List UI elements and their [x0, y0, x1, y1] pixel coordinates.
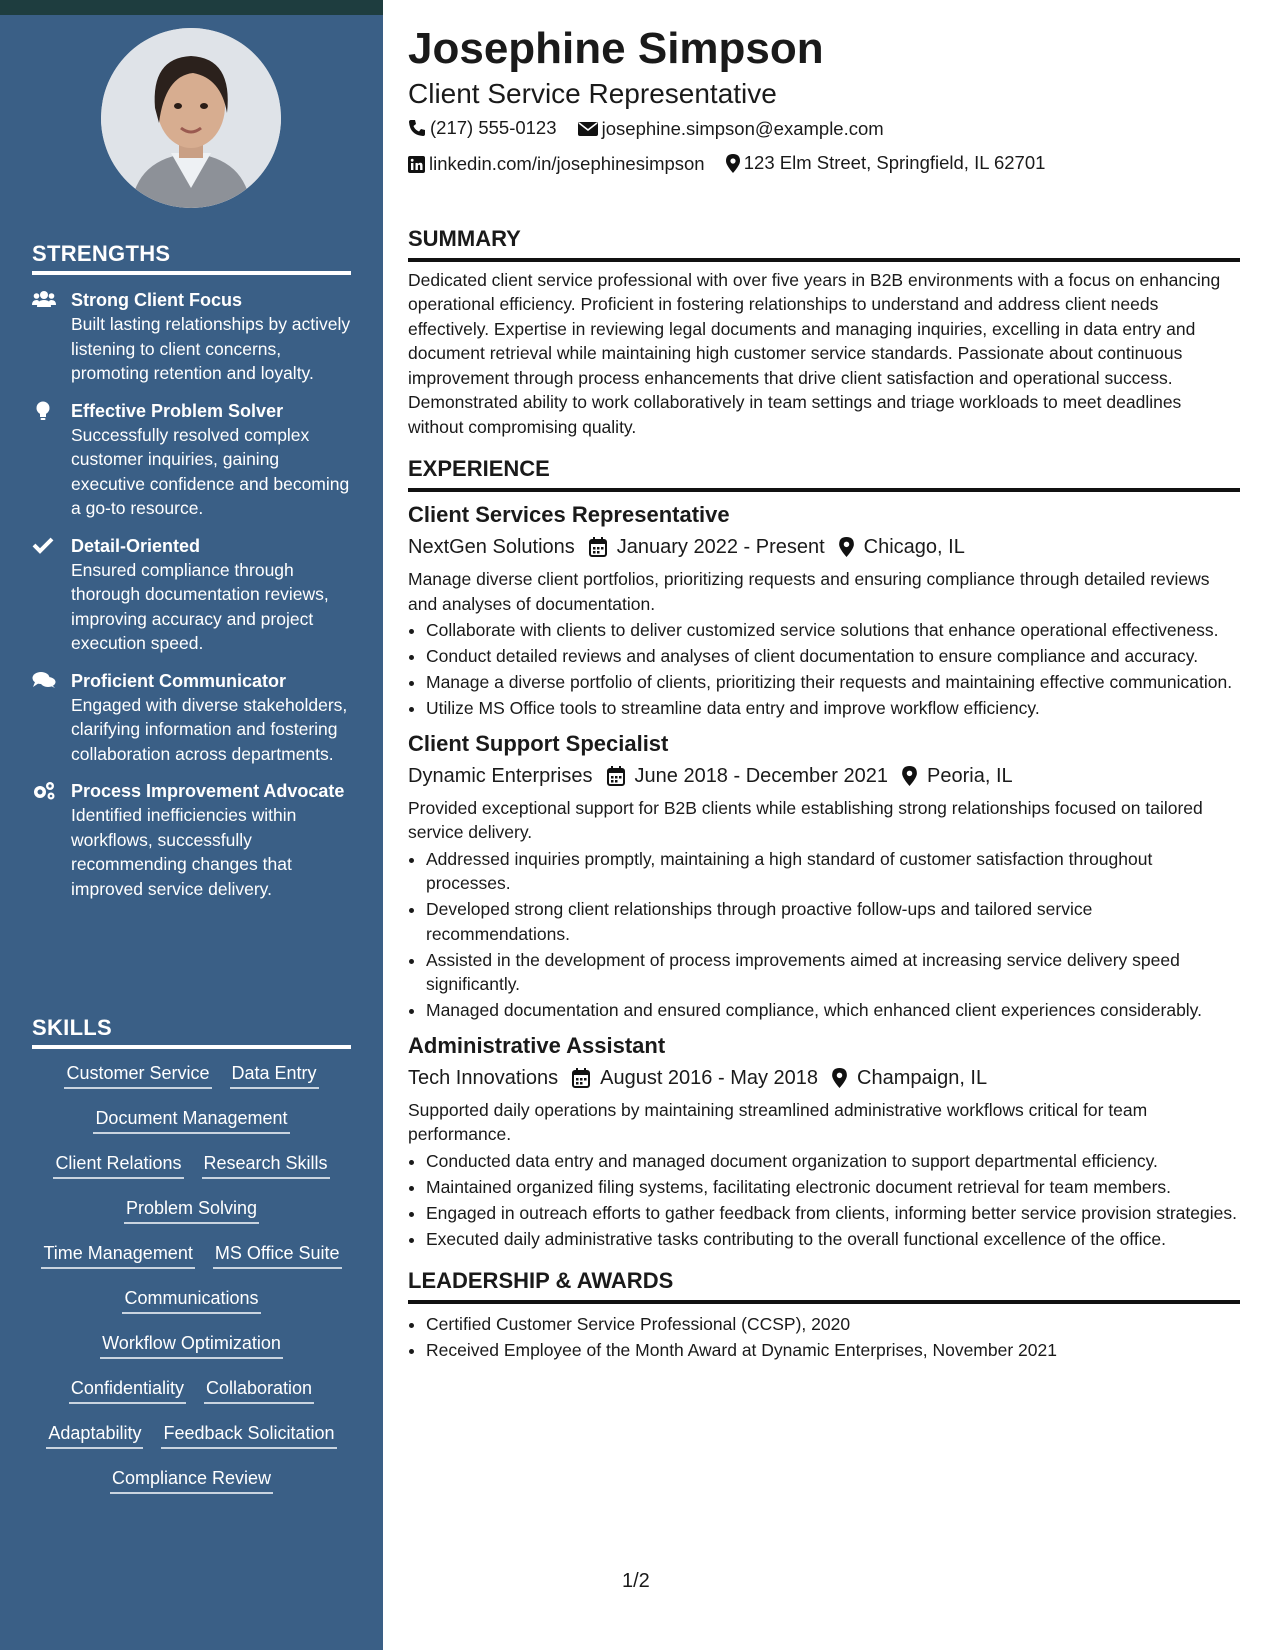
job-entry [408, 729, 1240, 1023]
bullet-item: • Manage a diverse portfolio of clients, prioritizing their requests and maintaining effective communication. [426, 670, 1240, 695]
skill-tag: Data Entry [230, 1061, 319, 1089]
skill-tag: Time Management [41, 1241, 194, 1269]
calendar-icon [572, 1068, 590, 1088]
check-icon [32, 534, 71, 656]
skill-row [28, 1151, 355, 1196]
phone-contact [408, 112, 557, 144]
job-title: Administrative Assistant [408, 1032, 666, 1058]
job-dates [572, 1063, 818, 1093]
skills-list [28, 1061, 355, 1511]
job-company: Tech Innovations [408, 1066, 559, 1089]
bullet-item: • Managed documentation and ensured compliance, which enhanced client experiences considerably. [426, 998, 1240, 1023]
person-role: Client Service Representative [408, 78, 777, 109]
page-number: 1/2 [622, 1570, 650, 1592]
job-company: Dynamic Enterprises [408, 764, 593, 787]
skill-row [28, 1061, 355, 1106]
bullet-item: • Developed strong client relationships through proactive follow-ups and tailored service recommendations. [426, 897, 1240, 946]
skill-row [28, 1376, 355, 1421]
contact-info [408, 112, 1240, 183]
job-location-text: Chicago, IL [863, 536, 965, 558]
bullet-item: • Conduct detailed reviews and analyses of client documentation to ensure compliance and accuracy. [426, 644, 1240, 669]
strength-description: Ensured compliance through thorough documentation reviews, improving accuracy and project execution speed. [71, 559, 329, 653]
address-text: 123 Elm Street, Springfield, IL 62701 [743, 152, 1046, 173]
strength-item [32, 779, 352, 901]
lightbulb-icon [32, 399, 71, 521]
summary-heading: SUMMARY [408, 225, 1240, 262]
phone-icon [408, 119, 426, 137]
skill-row [28, 1106, 355, 1151]
linkedin-contact[interactable] [408, 148, 705, 180]
gears-icon [32, 779, 71, 901]
job-location-text: Champaign, IL [857, 1066, 988, 1089]
skill-tag: Communications [122, 1286, 260, 1314]
award-item: • Received Employee of the Month Award at Dynamic Enterprises, November 2021 [426, 1338, 1240, 1363]
skill-tag: Adaptability [46, 1421, 143, 1449]
job-location [832, 1063, 987, 1093]
profile-photo [101, 28, 281, 208]
job-bullets [408, 1149, 1240, 1252]
job-entry [408, 500, 1240, 721]
job-bullets [408, 618, 1240, 721]
strength-description: Identified inefficiencies within workflows, successfully recommending changes that improved service delivery. [71, 805, 297, 899]
strength-description: Engaged with diverse stakeholders, clarifying information and fostering collaboration across departments. [71, 694, 348, 764]
phone-text: (217) 555-0123 [430, 117, 557, 138]
calendar-icon [589, 537, 607, 557]
job-dates [607, 761, 889, 791]
map-pin-icon [902, 766, 917, 786]
experience-section [408, 455, 1240, 1251]
job-entry [408, 1031, 1240, 1252]
summary-section [408, 225, 1240, 440]
job-title: Client Support Specialist [408, 730, 669, 756]
job-company: NextGen Solutions [408, 536, 575, 558]
job-dates [589, 532, 825, 562]
strength-description: Successfully resolved complex customer inquiries, gaining executive confidence and becoming a go-to resource. [71, 424, 350, 518]
strength-title: Strong Client Focus [71, 290, 242, 310]
strength-title: Detail-Oriented [71, 535, 201, 556]
bullet-item: • Utilize MS Office tools to streamline data entry and improve workflow efficiency. [426, 696, 1240, 721]
bullet-item: • Conducted data entry and managed document organization to support departmental efficiency. [426, 1149, 1240, 1174]
map-pin-icon [832, 1068, 847, 1088]
comments-icon [32, 669, 71, 767]
skill-tag: Confidentiality [69, 1376, 186, 1404]
bullet-item: • Assisted in the development of process improvements aimed at increasing service delivery speed significantly. [426, 948, 1240, 997]
job-meta [408, 532, 1240, 562]
awards-heading: LEADERSHIP & AWARDS [408, 1267, 1240, 1304]
strength-description: Built lasting relationships by actively listening to client concerns, promoting retention and loyalty. [71, 314, 351, 383]
strengths-list [32, 288, 352, 914]
envelope-icon [578, 121, 598, 137]
strengths-heading: STRENGTHS [32, 241, 351, 275]
skill-tag: MS Office Suite [213, 1241, 342, 1269]
skill-tag: Customer Service [64, 1061, 211, 1089]
bullet-item: • Addressed inquiries promptly, maintaining a high standard of customer satisfaction throughout processes. [426, 847, 1240, 896]
summary-text: Dedicated client service professional with over five years in B2B environments with a focus on enhancing operational efficiency. Proficient in fostering relationships to understand and address client needs effectively. Expertise in reviewing legal documents and managing inquiries, excelling in data entry and document retrieval while maintaining high customer service standards. Passionate about continuous improvement through process enhancements that drive client satisfaction and operational success. Demonstrated ability to work collaboratively in team settings and triage workloads to meet deadlines without compromising quality. [408, 269, 1221, 437]
skill-row [28, 1196, 355, 1241]
address-contact [726, 147, 1046, 179]
skill-row [28, 1421, 355, 1466]
bullet-item: • Engaged in outreach efforts to gather feedback from clients, informing better service provision strategies. [426, 1201, 1240, 1226]
skill-row [28, 1331, 355, 1376]
job-dates-text: August 2016 - May 2018 [600, 1066, 819, 1089]
job-location [839, 532, 965, 562]
calendar-icon [607, 766, 625, 786]
job-summary: Manage diverse client portfolios, prioritizing requests and ensuring compliance through detailed reviews and analyses of documentation. [408, 569, 1210, 614]
linkedin-icon [408, 156, 425, 173]
map-pin-icon [726, 154, 740, 173]
strength-item [32, 399, 352, 521]
awards-list [408, 1312, 1240, 1363]
job-summary: Supported daily operations by maintaining streamlined administrative workflows critical for team performance. [408, 1099, 1148, 1144]
awards-section [408, 1267, 1240, 1363]
skill-tag: Workflow Optimization [100, 1331, 283, 1359]
skill-tag: Collaboration [204, 1376, 314, 1404]
job-title: Client Services Representative [408, 502, 730, 527]
strength-title: Process Improvement Advocate [71, 781, 345, 801]
skill-row [28, 1286, 355, 1331]
award-item: • Certified Customer Service Professional (CCSP), 2020 [426, 1312, 1240, 1337]
job-location [902, 761, 1013, 791]
job-dates-text: June 2018 - December 2021 [634, 764, 889, 787]
job-meta [408, 761, 1240, 791]
email-contact[interactable] [578, 113, 884, 145]
skill-tag: Document Management [93, 1106, 289, 1134]
bullet-item: • Collaborate with clients to deliver customized service solutions that enhance operational effectiveness. [426, 618, 1240, 643]
job-summary: Provided exceptional support for B2B clients while establishing strong relationships focused on tailored service delivery. [408, 797, 1203, 842]
sidebar [0, 15, 383, 1650]
job-bullets [408, 847, 1240, 1023]
skills-heading: SKILLS [32, 1015, 351, 1049]
skill-tag: Feedback Solicitation [161, 1421, 336, 1449]
users-icon [32, 288, 71, 386]
job-location-text: Peoria, IL [927, 764, 1013, 787]
bullet-item: • Maintained organized filing systems, facilitating electronic document retrieval for team members. [426, 1175, 1240, 1200]
skill-tag: Research Skills [202, 1151, 330, 1179]
map-pin-icon [839, 537, 854, 557]
experience-heading: EXPERIENCE [408, 455, 1240, 492]
main-content [408, 22, 1240, 1364]
strength-item [32, 669, 352, 767]
job-meta [408, 1063, 1240, 1093]
strength-title: Proficient Communicator [71, 670, 287, 691]
job-dates-text: January 2022 - Present [616, 536, 825, 558]
skill-row [28, 1466, 355, 1511]
email-text: josephine.simpson@example.com [601, 118, 884, 139]
skill-tag: Problem Solving [124, 1196, 259, 1224]
strength-item [32, 288, 352, 386]
linkedin-text: linkedin.com/in/josephinesimpson [429, 153, 705, 174]
skill-tag: Client Relations [53, 1151, 183, 1179]
person-name: Josephine Simpson [408, 24, 824, 73]
skill-tag: Compliance Review [110, 1466, 273, 1494]
strength-title: Effective Problem Solver [71, 400, 284, 421]
strength-item [32, 534, 352, 656]
skill-row [28, 1241, 355, 1286]
bullet-item: • Executed daily administrative tasks contributing to the overall functional excellence of the office. [426, 1227, 1240, 1252]
sidebar-top-band [0, 0, 383, 15]
